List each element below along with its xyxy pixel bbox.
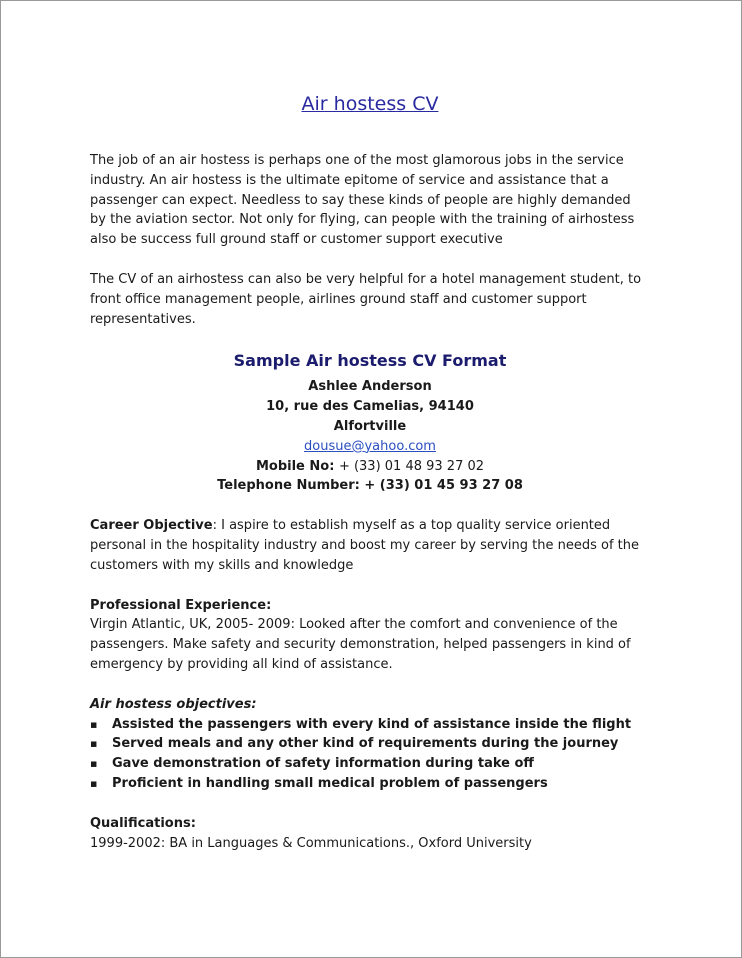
experience-text: Virgin Atlantic, UK, 2005- 2009: Looked after the comfort and convenience of the passengers. Make safety and security demonstration, helped passengers in kind of emergency by providing all kind of assistance. [90, 617, 631, 672]
experience-label: Professional Experience: [90, 597, 272, 613]
mobile-label: Mobile No: [255, 458, 339, 474]
career-objective-label: Career Objective [90, 518, 213, 534]
qualifications-label: Qualifications: [90, 815, 196, 831]
qualifications-section [90, 814, 650, 854]
contact-block [90, 377, 650, 496]
contact-telephone: Telephone Number: + (33) 01 45 93 27 08 [217, 478, 523, 494]
contact-city: Alfortville [333, 418, 407, 434]
bullet-icon: ▪ [90, 757, 98, 771]
list-item: ▪ Served meals and any other kind of requirements during the journey [90, 734, 650, 754]
contact-mobile [90, 457, 650, 477]
objectives-list [90, 715, 650, 794]
contact-email-link[interactable]: dousue@yahoo.com [304, 438, 436, 454]
document-content [90, 91, 650, 853]
list-item: ▪ Assisted the passengers with every kind of assistance inside the flight [90, 715, 650, 735]
career-objective-section [90, 516, 650, 575]
format-heading: Sample Air hostess CV Format [233, 351, 507, 371]
objectives-label: Air hostess objectives: [90, 696, 257, 712]
page-title: Air hostess CV [301, 93, 439, 115]
list-item: ▪ Gave demonstration of safety information during take off [90, 754, 650, 774]
career-objective-text: : I aspire to establish myself as a top quality service oriented personal in the hospitality industry and boost my career by serving the needs of the customers with my skills and knowledge [90, 518, 640, 573]
qualifications-text: 1999-2002: BA in Languages & Communications., Oxford University [90, 835, 532, 851]
mobile-value: + (33) 01 48 93 27 02 [338, 458, 485, 474]
contact-address: 10, rue des Camelias, 94140 [266, 399, 474, 415]
bullet-icon: ▪ [90, 776, 98, 790]
list-item: ▪ Proficient in handling small medical problem of passengers [90, 774, 650, 794]
intro-paragraph-1: The job of an air hostess is perhaps one of the most glamorous jobs in the service industry. An air hostess is the ultimate epitome of service and assistance that a passenger can expect. Needless to say these kinds of people are highly demanded by the aviation sector. Not only for flying, can people with the training of airhostess also be success full ground staff or customer support executive [90, 153, 635, 248]
objectives-section [90, 695, 650, 794]
experience-section [90, 596, 650, 675]
contact-name: Ashlee Anderson [308, 379, 432, 395]
intro-paragraph-2: The CV of an airhostess can also be very helpful for a hotel management student, to front office management people, airlines ground staff and customer support representatives. [90, 271, 642, 327]
bullet-icon: ▪ [90, 717, 98, 731]
bullet-icon: ▪ [90, 737, 98, 751]
